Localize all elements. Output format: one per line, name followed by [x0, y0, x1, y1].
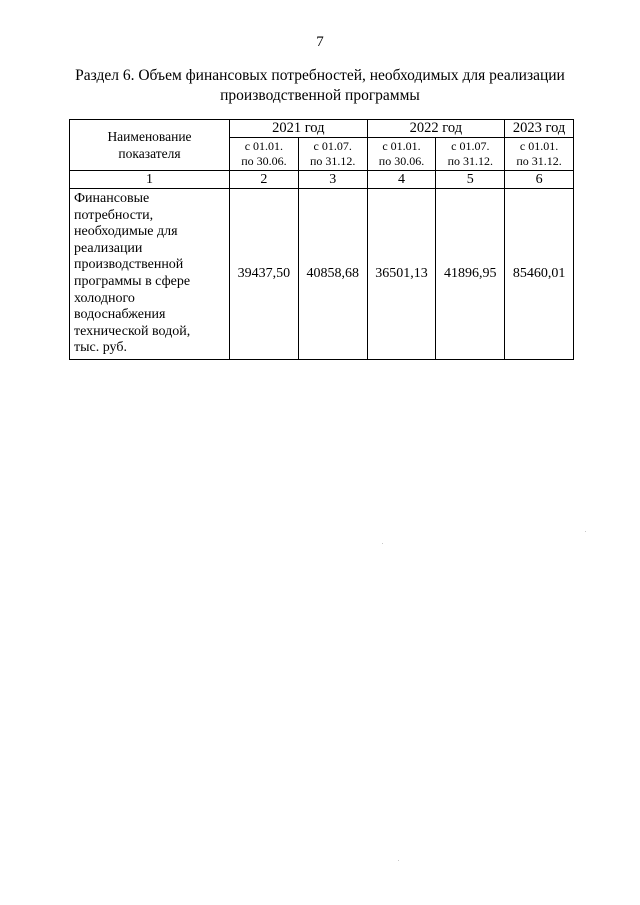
- column-number-5: 5: [436, 171, 505, 189]
- value-2022-h1: 36501,13: [367, 189, 436, 360]
- header-indicator-name: [70, 120, 230, 171]
- page-number: 7: [316, 34, 324, 50]
- header-indicator-name-line-2: показателя: [118, 146, 181, 161]
- period-to: по 31.12.: [309, 154, 356, 168]
- row-name-line: тыс. руб.: [74, 340, 127, 356]
- row-indicator-name: [70, 189, 230, 360]
- column-number-3: 3: [298, 171, 367, 189]
- header-indicator-name-line-1: Наименование: [107, 129, 192, 144]
- value-2023-year: 85460,01: [505, 189, 574, 360]
- scan-speck: [585, 531, 586, 532]
- header-period-3: [367, 138, 436, 171]
- row-name-line: реализации: [74, 240, 143, 256]
- section-title: [40, 66, 600, 106]
- table-column-number-row: [70, 171, 574, 189]
- section-title-line-2: производственной программы: [220, 87, 420, 104]
- value-2021-h2: 40858,68: [298, 189, 367, 360]
- header-year-2021: 2021 год: [230, 120, 368, 138]
- row-name-line: Финансовые: [74, 191, 150, 206]
- header-period-1: [230, 138, 299, 171]
- period-from: с 01.07.: [313, 139, 352, 153]
- header-year-2023: 2023 год: [505, 120, 574, 138]
- row-name-line: водоснабжения: [74, 307, 166, 323]
- row-name-line: программы в сфере: [74, 273, 191, 289]
- period-from: с 01.01.: [519, 139, 559, 153]
- row-name-line: технической водой,: [74, 323, 191, 339]
- period-to: по 31.12.: [516, 154, 562, 168]
- column-number-6: 6: [505, 171, 574, 189]
- row-name-line: потребности,: [74, 207, 154, 223]
- financial-needs-table: [69, 119, 574, 360]
- scan-speck: [382, 543, 383, 544]
- section-title-line-1: Раздел 6. Объем финансовых потребностей, необходимых для реализации: [75, 67, 565, 84]
- value-2022-h2: 41896,95: [436, 189, 505, 360]
- table-row: [70, 189, 574, 360]
- column-number-1: 1: [70, 171, 230, 189]
- header-period-4: [436, 138, 505, 171]
- row-name-line: производственной: [74, 257, 184, 273]
- header-period-2: [298, 138, 367, 171]
- period-from: с 01.07.: [451, 139, 490, 153]
- column-number-4: 4: [367, 171, 436, 189]
- period-from: с 01.01.: [382, 139, 421, 153]
- row-name-line: необходимые для: [74, 224, 178, 240]
- column-number-2: 2: [230, 171, 299, 189]
- header-year-2022: 2022 год: [367, 120, 505, 138]
- period-to: по 30.06.: [241, 154, 287, 168]
- row-name-line: холодного: [74, 290, 135, 306]
- period-from: с 01.01.: [244, 139, 284, 153]
- value-2021-h1: 39437,50: [230, 189, 299, 360]
- scan-speck: [398, 860, 399, 861]
- header-period-5: [505, 138, 574, 171]
- table-header-year-row: [70, 120, 574, 138]
- period-to: по 31.12.: [447, 154, 493, 168]
- period-to: по 30.06.: [378, 154, 425, 168]
